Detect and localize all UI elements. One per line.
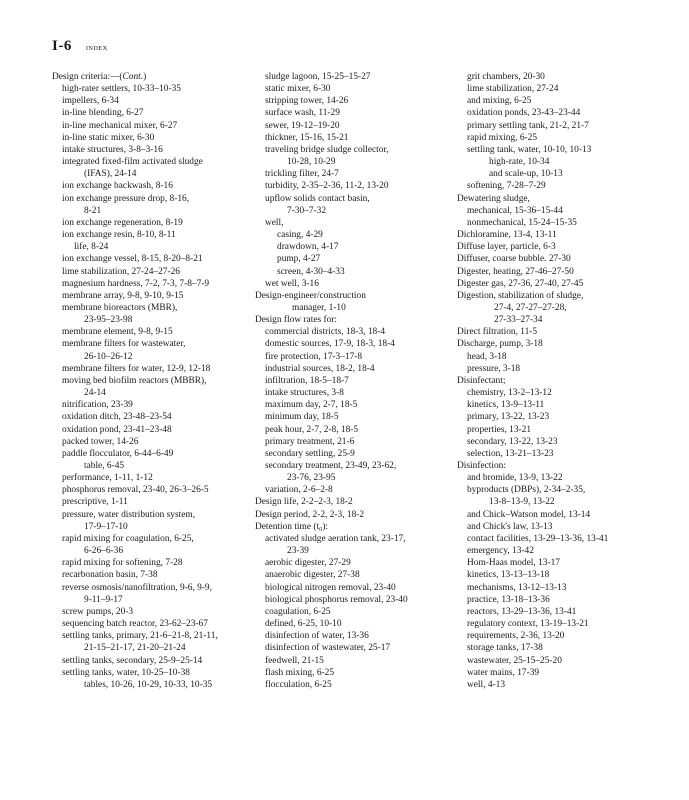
index-subentry: flocculation, 6-25 (265, 679, 332, 690)
index-subentry: casing, 4-29 (277, 230, 323, 241)
index-subentry: biological nitrogen removal, 23-40 (265, 582, 396, 593)
index-subentry: 26-10–26-12 (84, 351, 133, 362)
index-subentry: mechanical, 15-36–15-44 (467, 205, 563, 216)
index-main-entry: Diffuse layer, particle, 6-3 (457, 242, 556, 253)
index-subentry: stripping tower, 14-26 (265, 96, 349, 107)
index-subentry: high-rate, 10-34 (489, 157, 550, 168)
index-subentry: 9-11–9-17 (84, 594, 123, 605)
index-subentry: prescriptive, 1-11 (62, 497, 128, 508)
index-subentry: fire protection, 17-3–17-8 (265, 351, 363, 362)
index-subentry: pump, 4-27 (277, 254, 321, 265)
index-subentry: tables, 10-26, 10-29, 10-33, 10-35 (84, 679, 213, 690)
index-subentry: secondary treatment, 23-49, 23-62, (265, 461, 397, 471)
index-subentry: thickner, 15-16, 15-21 (265, 132, 349, 143)
index-main-entry: Design period, 2-2, 2-3, 18-2 (255, 509, 365, 520)
index-subentry: lime stabilization, 27-24–27-26 (62, 266, 180, 277)
index-subentry: anaerobic digester, 27-38 (265, 570, 360, 581)
index-subentry: impellers, 6-34 (62, 96, 119, 107)
index-subentry: wet well, 3-16 (265, 278, 319, 289)
page-number: I-6 (52, 38, 72, 54)
index-subentry: reverse osmosis/nanofiltration, 9-6, 9-9, (62, 582, 212, 593)
index-subentry: settling tanks, secondary, 25-9–25-14 (62, 655, 203, 666)
index-subentry: reactors, 13-29–13-36, 13-41 (467, 606, 577, 617)
index-subentry: life, 8-24 (74, 242, 109, 253)
index-subentry: rapid mixing for softening, 7-28 (62, 558, 183, 569)
index-subentry: membrane filters for water, 12-9, 12-18 (62, 363, 211, 374)
index-subentry: pressure, 3-18 (467, 363, 521, 374)
running-head: INDEX (85, 45, 108, 52)
index-subentry: aerobic digester, 27-29 (265, 558, 351, 569)
index-main-entry: Digester gas, 27-36, 27-40, 27-45 (457, 278, 584, 289)
index-subentry: sludge lagoon, 15-25–15-27 (265, 72, 371, 82)
index-subentry: defined, 6-25, 10-10 (265, 619, 342, 630)
index-subentry: 24-14 (84, 388, 106, 399)
index-subentry: paddle flocculator, 6-44–6-49 (62, 448, 174, 459)
index-subentry: and mixing, 6-25 (467, 96, 532, 107)
index-subentry: 7-30–7-32 (287, 205, 327, 216)
index-subentry: membrane array, 9-8, 9-10, 9-15 (62, 290, 184, 301)
index-subentry: intake structures, 3-8–3-16 (62, 144, 163, 155)
index-main-entry: Digestion, stabilization of sludge, (457, 290, 584, 301)
index-subentry: 23-39 (287, 546, 309, 557)
index-subentry: storage tanks, 17-38 (467, 643, 543, 654)
index-subentry: domestic sources, 17-9, 18-3, 18-4 (265, 339, 395, 350)
index-subentry: oxidation ponds, 23-43–23-44 (467, 108, 581, 119)
index-subentry: lime stabilization, 27-24 (467, 84, 559, 95)
index-subentry: well, 4-13 (467, 679, 506, 690)
index-subentry: (IFAS), 24-14 (84, 169, 137, 180)
index-subentry: coagulation, 6-25 (265, 606, 331, 617)
index-subentry: 6-26–6-36 (84, 546, 124, 557)
index-subentry: in-line blending, 6-27 (62, 108, 144, 119)
index-subentry: biological phosphorus removal, 23-40 (265, 594, 408, 605)
index-subentry: ion exchange backwash, 8-16 (62, 181, 173, 192)
index-subentry: intake structures, 3-8 (265, 388, 344, 399)
index-subentry: magnesium hardness, 7-2, 7-3, 7-8–7-9 (62, 278, 210, 289)
index-subentry: and Chick's law, 13-13 (467, 521, 553, 532)
index-subentry: nitrification, 23-39 (62, 400, 133, 411)
index-subentry: screen, 4-30–4-33 (277, 266, 345, 277)
index-subentry: trickling filter, 24-7 (265, 169, 339, 180)
index-subentry: 13-8–13-9, 13-22 (489, 497, 555, 508)
index-subentry: requirements, 2-36, 13-20 (467, 631, 565, 642)
index-subentry: static mixer, 6-30 (265, 84, 331, 95)
index-subentry: 10-28, 10-29 (287, 157, 336, 168)
index-subentry: 17-9–17-10 (84, 521, 128, 532)
index-subentry: screw pumps, 20-3 (62, 606, 134, 617)
index-subentry: chemistry, 13-2–13-12 (467, 388, 552, 399)
index-subentry: maximum day, 2-7, 18-5 (265, 400, 358, 411)
index-main-entry: Dewatering sludge, (457, 193, 530, 204)
index-subentry: byproducts (DBPs), 2-34–2-35, (467, 485, 586, 496)
index-subentry: secondary settling, 25-9 (265, 448, 355, 459)
index-subentry: water mains, 17-39 (467, 667, 540, 678)
index-subentry: and Chick–Watson model, 13-14 (467, 509, 591, 520)
index-main-entry: Design flow rates for: (255, 315, 338, 326)
index-main-entry: Direct filtration, 11-5 (457, 327, 538, 338)
index-subentry: wastewater, 25-15–25-20 (467, 655, 562, 666)
index-subentry: sequencing batch reactor, 23-62–23-67 (62, 619, 208, 630)
index-main-entry: Discharge, pump, 3-18 (457, 339, 543, 350)
index-subentry: minimum day, 18-5 (265, 412, 339, 423)
index-subentry: recarbonation basin, 7-38 (62, 570, 158, 581)
index-subentry: industrial sources, 18-2, 18-4 (265, 363, 375, 374)
index-subentry: in-line mechanical mixer, 6-27 (62, 120, 178, 131)
index-main-entry: Design-engineer/construction (255, 290, 366, 301)
index-subentry: emergency, 13-42 (467, 546, 534, 557)
index-subentry: practice, 13-18–13-36 (467, 594, 550, 605)
index-subentry: regulatory context, 13-19–13-21 (467, 619, 589, 630)
index-subentry: and scale-up, 10-13 (489, 169, 563, 180)
index-subentry: packed tower, 14-26 (62, 436, 139, 447)
index-subentry: ion exchange regeneration, 8-19 (62, 217, 183, 228)
index-subentry: sewer, 19-12–19-20 (265, 120, 340, 131)
index-subentry: rapid mixing, 6-25 (467, 132, 538, 143)
index-subentry: primary settling tank, 21-2, 21-7 (467, 120, 589, 131)
index-subentry: drawdown, 4-17 (277, 242, 339, 253)
index-subentry: moving bed biofilm reactors (MBBR), (62, 375, 207, 386)
index-subentry: disinfection of wastewater, 25-17 (265, 643, 391, 654)
index-subentry: secondary, 13-22, 13-23 (467, 436, 558, 447)
index-main-entry: Design life, 2-2–2-3, 18-2 (255, 497, 353, 508)
index-subentry: properties, 13-21 (467, 424, 532, 435)
index-subentry: primary, 13-22, 13-23 (467, 412, 550, 423)
index-subentry: settling tanks, water, 10-25–10-38 (62, 667, 190, 678)
index-subentry: 23-95–23-98 (84, 315, 133, 326)
index-subentry: membrane bioreactors (MBR), (62, 302, 178, 313)
index-subentry: ion exchange pressure drop, 8-16, (62, 193, 190, 204)
index-subentry: well, (265, 217, 284, 228)
index-subentry: ion exchange resin, 8-10, 8-11 (62, 230, 176, 241)
index-subentry: selection, 13-21–13-23 (467, 448, 554, 459)
index-subentry: and bromide, 13-9, 13-22 (467, 473, 563, 484)
index-subentry: grit chambers, 20-30 (467, 72, 545, 82)
index-subentry: rapid mixing for coagulation, 6-25, (62, 533, 194, 544)
index-column-3 (457, 71, 608, 691)
index-subentry: infiltration, 18-5–18-7 (265, 375, 349, 386)
index-subentry: feedwell, 21-15 (265, 655, 324, 666)
index-subentry: primary treatment, 21-6 (265, 436, 355, 447)
index-subentry: membrane filters for wastewater, (62, 339, 186, 350)
index-subentry: head, 3-18 (467, 351, 507, 362)
index-column-1 (52, 71, 218, 691)
index-subentry: variation, 2-6–2-8 (265, 485, 333, 496)
page-header (52, 38, 108, 55)
index-main-entry: Dichloramine, 13-4, 13-11 (457, 230, 557, 241)
index-subentry: commercial districts, 18-3, 18-4 (265, 327, 386, 338)
index-subentry: contact facilities, 13-29–13-36, 13-41 (467, 533, 609, 544)
index-subentry: flash mixing, 6-25 (265, 667, 335, 678)
index-subentry: kinetics, 13-13–13-18 (467, 570, 550, 581)
index-subentry: manager, 1-10 (292, 302, 346, 313)
index-main-entry: Digester, heating, 27-46–27-50 (457, 266, 574, 277)
index-subentry: 8-21 (84, 205, 102, 216)
index-main-entry: Design criteria:—(Cont.) (52, 72, 147, 82)
index-subentry: Hom-Haas model, 13-17 (467, 558, 560, 569)
index-subentry: oxidation ditch, 23-48–23-54 (62, 412, 172, 423)
index-subentry: traveling bridge sludge collector, (265, 144, 389, 155)
index-subentry: upflow solids contact basin, (265, 193, 370, 204)
index-subentry: peak hour, 2-7, 2-8, 18-5 (265, 424, 359, 435)
index-subentry: in-line static mixer, 6-30 (62, 132, 155, 143)
index-subentry: activated sludge aeration tank, 23-17, (265, 533, 406, 544)
index-subentry: 21-15–21-17, 21-20–21-24 (84, 643, 186, 654)
index-subentry: nonmechanical, 15-24–15-35 (467, 217, 577, 228)
index-subentry: turbidity, 2-35–2-36, 11-2, 13-20 (265, 181, 389, 192)
index-subentry: 27-4, 27-27–27-28, (494, 302, 567, 313)
index-main-entry: Disinfectant; (457, 375, 506, 386)
index-subentry: high-rater settlers, 10-33–10-35 (62, 84, 181, 95)
index-subentry: oxidation pond, 23-41–23-48 (62, 424, 172, 435)
index-subentry: settling tanks, primary, 21-6–21-8, 21-11, (62, 631, 218, 642)
index-subentry: kinetics, 13-9–13-11 (467, 400, 545, 411)
index-column-2 (255, 71, 408, 691)
index-subentry: membrane element, 9-8, 9-15 (62, 327, 173, 338)
index-subentry: surface wash, 11-29 (265, 108, 340, 119)
index-subentry: 23-76, 23-95 (287, 473, 336, 484)
index-subentry: pressure, water distribution system, (62, 509, 196, 520)
index-subentry: mechanisms, 13-12–13-13 (467, 582, 567, 593)
index-main-entry: Detention time (t₀): (255, 521, 329, 532)
index-main-entry: Diffuser, coarse bubble. 27-30 (457, 254, 571, 265)
index-subentry: disinfection of water, 13-36 (265, 631, 369, 642)
index-subentry: ion exchange vessel, 8-15, 8-20–8-21 (62, 254, 203, 265)
index-subentry: performance, 1-11, 1-12 (62, 473, 153, 484)
index-subentry: softening, 7-28–7-29 (467, 181, 546, 192)
index-subentry: settling tank, water, 10-10, 10-13 (467, 144, 592, 155)
index-subentry: 27-33–27-34 (494, 315, 543, 326)
index-subentry: table, 6-45 (84, 461, 125, 471)
index-subentry: integrated fixed-film activated sludge (62, 157, 203, 168)
index-subentry: phosphorus removal, 23-40, 26-3–26-5 (62, 485, 209, 496)
index-main-entry: Disinfection: (457, 461, 506, 471)
